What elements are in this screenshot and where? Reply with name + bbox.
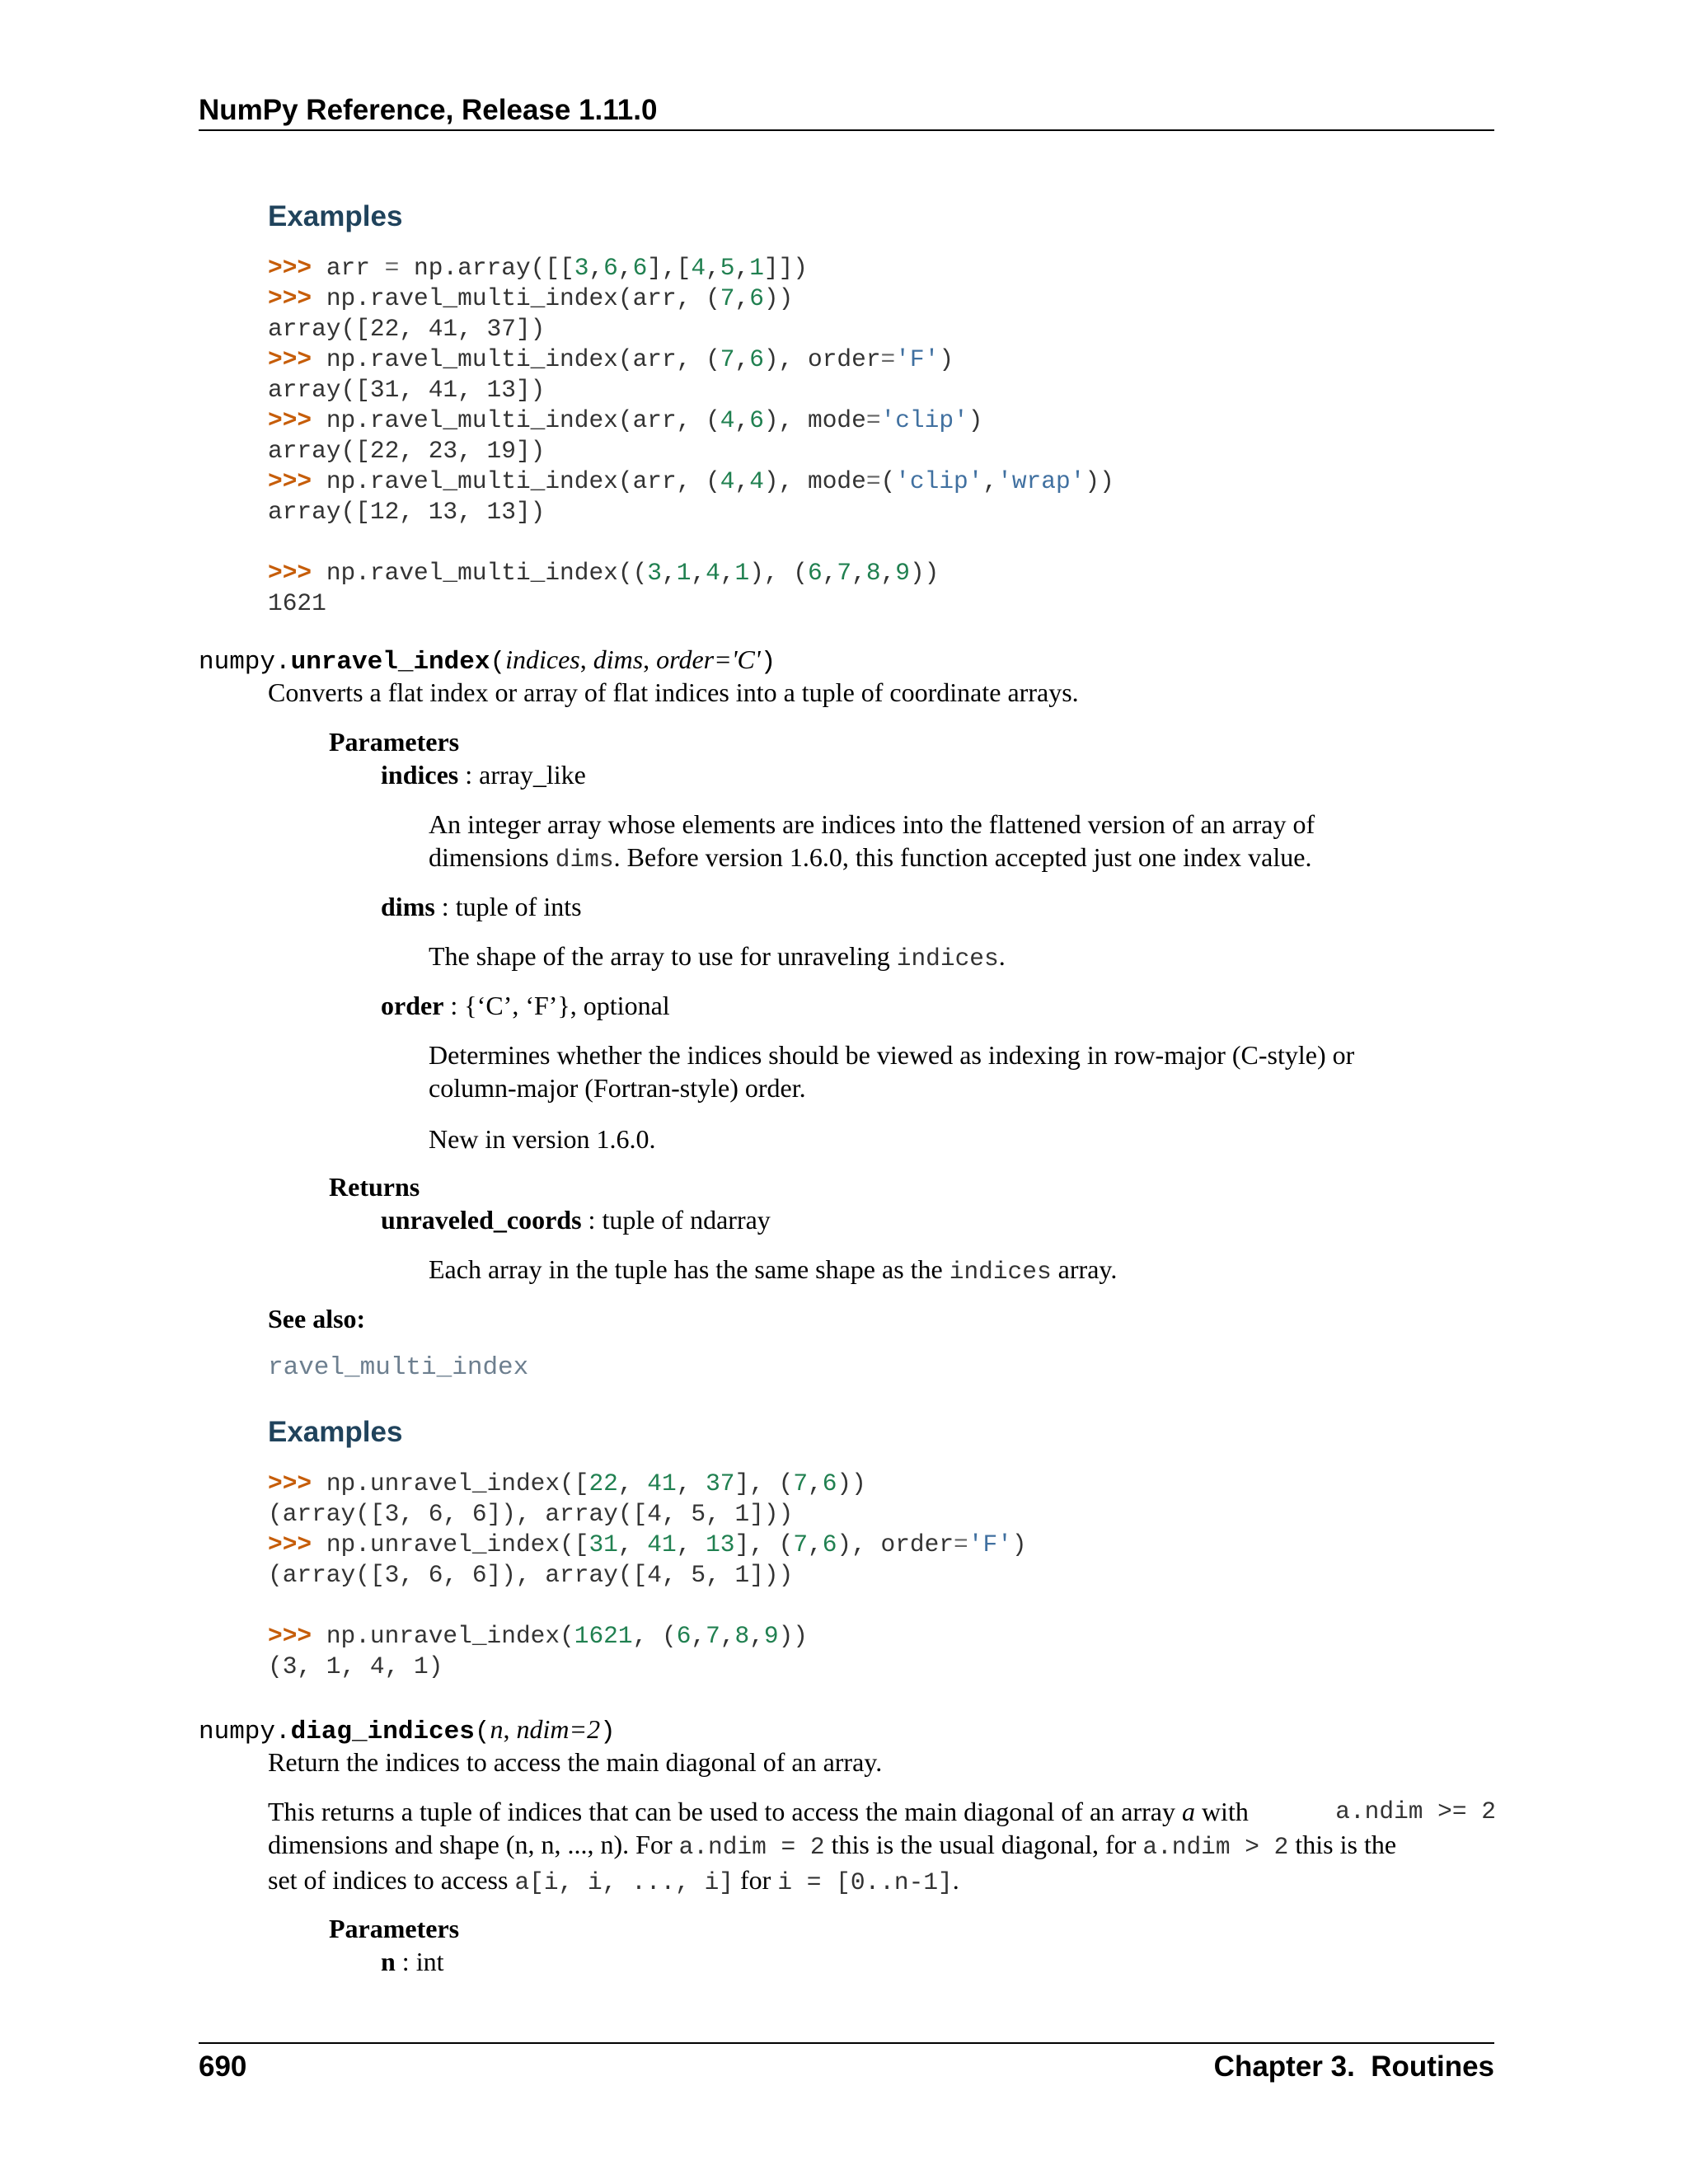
code-input-line: >>> np.ravel_multi_index((3,1,4,1), (6,7,8,9)) (268, 559, 940, 587)
param-type: : array_like (458, 760, 586, 790)
desc-text: dimensions and shape (n, n, ..., n). For (268, 1830, 679, 1859)
desc-line (429, 841, 1393, 876)
desc-text: this is the (1288, 1830, 1397, 1859)
diag-summary: Return the indices to access the main diagonal of an array. (268, 1747, 883, 1777)
param-order-desc (429, 1038, 1393, 1104)
ravel-examples-code (268, 253, 1114, 527)
sig-paren-close: ) (600, 1718, 616, 1746)
return-name: unraveled_coords (381, 1205, 582, 1235)
desc-line (268, 1863, 1496, 1899)
unravel-returns-heading: Returns (329, 1172, 420, 1202)
desc-text: set of indices to access (268, 1865, 515, 1895)
inline-code: dims (555, 846, 614, 874)
param-indices-desc (429, 808, 1393, 876)
desc-text (268, 1795, 1255, 1828)
param-n (381, 1945, 443, 1978)
param-name: indices (381, 760, 459, 790)
desc-line (268, 1828, 1496, 1863)
see-also-heading: See also: (268, 1304, 366, 1333)
desc-text: dimensions (429, 842, 556, 872)
sig-module: numpy. (199, 648, 291, 677)
unravel-examples-code-2 (268, 1621, 808, 1682)
sig-paren-open: ( (474, 1718, 490, 1746)
sig-paren-open: ( (490, 648, 506, 677)
return-desc (429, 1253, 1117, 1288)
param-name: order (381, 991, 444, 1020)
page-number: 690 (199, 2050, 247, 2083)
desc-text: with (1194, 1797, 1255, 1826)
desc-text: . (998, 941, 1006, 971)
desc-text: This returns a tuple of indices that can be used to access the main diagonal of an array (268, 1797, 1182, 1826)
code-input-line: >>> np.unravel_index(1621, (6,7,8,9)) (268, 1622, 809, 1650)
desc-text: The shape of the array to use for unraveling (429, 941, 897, 971)
header-rule (199, 129, 1494, 131)
param-name: dims (381, 892, 435, 921)
sig-arg-n: n (490, 1714, 504, 1744)
sig-sep: , (503, 1714, 517, 1744)
ravel-examples-code-2 (268, 558, 939, 619)
code-input-line: >>> np.unravel_index([22, 41, 37], (7,6)) (268, 1469, 866, 1497)
desc-text: Each array in the tuple has the same shape as the (429, 1254, 950, 1284)
sig-arg-ndim: ndim=2 (516, 1714, 601, 1744)
desc-text: array. (1051, 1254, 1118, 1284)
inline-code: a.ndim >= 2 (1335, 1797, 1496, 1825)
see-also-link-ravel-multi-index[interactable]: ravel_multi_index (268, 1353, 529, 1382)
inline-code: a.ndim > 2 (1142, 1833, 1289, 1861)
desc-text: . (952, 1865, 959, 1895)
unravel-index-signature (199, 643, 776, 679)
param-dims-desc (429, 940, 1006, 975)
param-type: : {‘C’, ‘F’}, optional (443, 991, 670, 1020)
desc-text: for (734, 1865, 778, 1895)
code-input-line: >>> np.ravel_multi_index(arr, (7,6), order='F') (268, 345, 954, 373)
running-header: NumPy Reference, Release 1.11.0 (199, 94, 658, 126)
inline-code: a[i, i, ..., i] (514, 1868, 734, 1896)
sig-function-name: diag_indices (290, 1718, 475, 1746)
desc-line (268, 1795, 1496, 1828)
code-input-line: >>> np.ravel_multi_index(arr, (4,6), mode='clip') (268, 406, 983, 434)
sig-sep: , (579, 644, 593, 674)
param-dims (381, 890, 582, 923)
code-output-line: array([22, 23, 19]) (268, 437, 546, 465)
inline-code: indices (949, 1258, 1052, 1286)
chapter-title: Chapter 3. Routines (1213, 2050, 1494, 2083)
return-unraveled-coords (381, 1203, 771, 1236)
sig-module: numpy. (199, 1718, 291, 1746)
sig-arg-order: order='C' (656, 644, 761, 674)
sig-paren-close: ) (760, 648, 776, 677)
code-output-line: array([22, 41, 37]) (268, 315, 546, 343)
ravel-examples-heading: Examples (268, 200, 403, 232)
code-input-line: >>> np.ravel_multi_index(arr, (4,4), mode=('clip','wrap')) (268, 467, 1114, 495)
footer-rule (199, 2042, 1494, 2044)
sig-arg-indices: indices (505, 644, 580, 674)
code-input-line: >>> arr = np.array([[3,6,6],[4,5,1]]) (268, 254, 809, 282)
param-name: n (381, 1947, 396, 1976)
sig-function-name: unravel_index (290, 648, 490, 677)
code-input-line: >>> np.unravel_index([31, 41, 13], (7,6), order='F') (268, 1530, 1027, 1558)
desc-line: column-major (Fortran-style) order. (429, 1073, 806, 1103)
unravel-summary: Converts a flat index or array of flat indices into a tuple of coordinate arrays. (268, 677, 1079, 707)
inline-code: a.ndim = 2 (678, 1833, 825, 1861)
code-output-line: array([31, 41, 13]) (268, 376, 546, 404)
param-type: : tuple of ints (434, 892, 582, 921)
code-output-line: (array([3, 6, 6]), array([4, 5, 1])) (268, 1500, 794, 1528)
inline-code: i = [0..n-1] (777, 1868, 953, 1896)
code-input-line: >>> np.ravel_multi_index(arr, (7,6)) (268, 284, 794, 312)
unravel-params-heading: Parameters (329, 727, 460, 757)
math-var: a (1181, 1797, 1195, 1826)
code-output-line: (3, 1, 4, 1) (268, 1652, 443, 1680)
code-output-line: 1621 (268, 589, 326, 617)
diag-params-heading: Parameters (329, 1914, 460, 1943)
code-output-line: array([12, 13, 13]) (268, 498, 546, 526)
desc-line: An integer array whose elements are indices into the flattened version of an array of (429, 809, 1315, 839)
inline-code: indices (896, 944, 999, 972)
desc-text: this is the usual diagonal, for (824, 1830, 1143, 1859)
unravel-examples-heading: Examples (268, 1416, 403, 1448)
sig-sep: , (643, 644, 657, 674)
diag-indices-signature (199, 1713, 616, 1749)
param-type: : int (395, 1947, 444, 1976)
desc-text: . Before version 1.6.0, this function accepted just one index value. (613, 842, 1312, 872)
return-type: : tuple of ndarray (581, 1205, 771, 1235)
code-output-line: (array([3, 6, 6]), array([4, 5, 1])) (268, 1561, 794, 1589)
diag-description (268, 1795, 1496, 1899)
unravel-examples-code (268, 1469, 1027, 1591)
desc-line: Determines whether the indices should be viewed as indexing in row-major (C-style) or (429, 1040, 1355, 1070)
param-indices (381, 758, 586, 791)
version-note: New in version 1.6.0. (429, 1124, 656, 1154)
param-order (381, 989, 670, 1022)
sig-arg-dims: dims (593, 644, 644, 674)
